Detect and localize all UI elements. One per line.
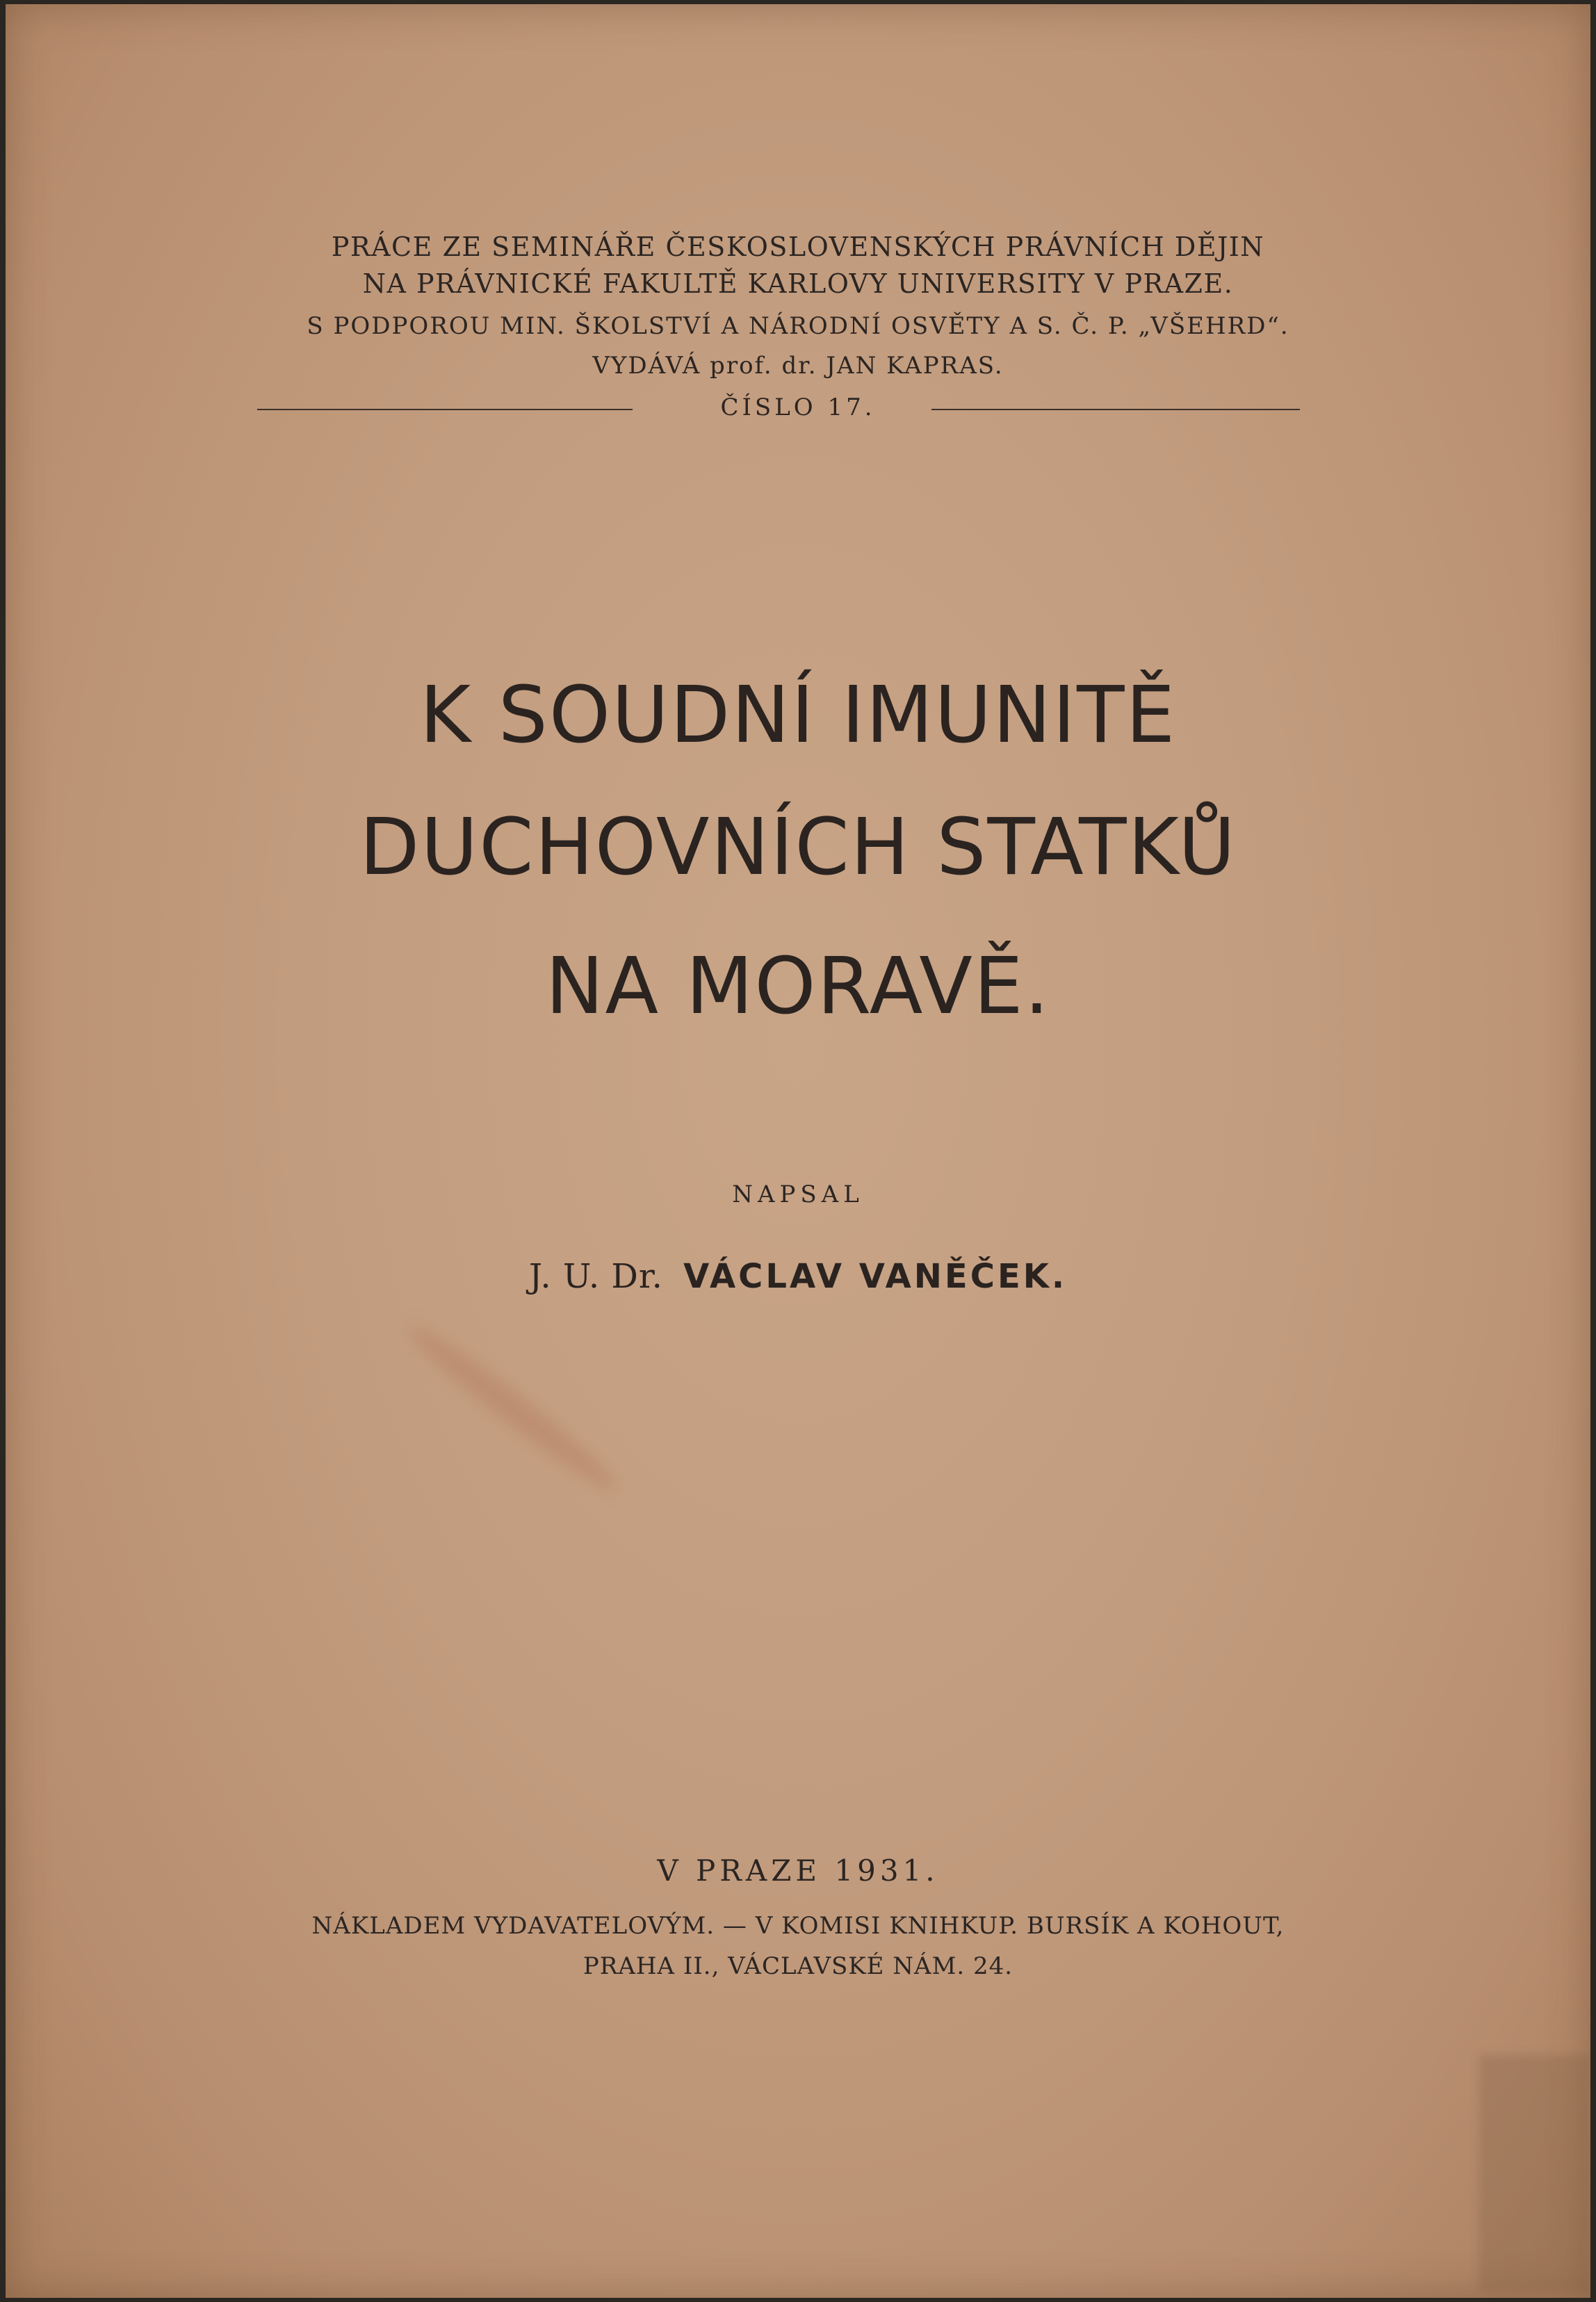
paper-stain xyxy=(400,1316,626,1500)
series-number: ČÍSLO 17. xyxy=(720,394,876,421)
author-degree: J. U. Dr. xyxy=(528,1257,663,1296)
publisher-line-2: PRAHA II., VÁCLAVSKÉ NÁM. 24. xyxy=(583,1952,1013,1980)
author-line xyxy=(6,1257,1590,1296)
title-line-2: DUCHOVNÍCH STATKŮ xyxy=(359,802,1237,893)
series-line-2: NA PRÁVNICKÉ FAKULTĚ KARLOVY UNIVERSITY V PRAZE. xyxy=(362,268,1234,299)
book-cover xyxy=(6,4,1590,2298)
place-and-year: V PRAZE 1931. xyxy=(657,1854,939,1888)
author-name: VÁCLAV VANĚČEK. xyxy=(683,1257,1068,1296)
title-line-3: NA MORAVĚ. xyxy=(545,941,1051,1032)
byline-label: NAPSAL xyxy=(732,1181,864,1208)
paper-edge-wear xyxy=(1479,2055,1590,2292)
title-line-1: K SOUDNÍ IMUNITĚ xyxy=(419,670,1177,761)
series-number-row xyxy=(6,388,1590,430)
series-line-3: S PODPOROU MIN. ŠKOLSTVÍ A NÁRODNÍ OSVĚTY A S. Č. P. „VŠEHRD“. xyxy=(307,312,1289,340)
series-editor-line: VYDÁVÁ prof. dr. JAN KAPRAS. xyxy=(592,352,1004,380)
publisher-line-1: NÁKLADEM VYDAVATELOVÝM. — V KOMISI KNIHKUP. BURSÍK A KOHOUT, xyxy=(311,1912,1285,1940)
series-line-1: PRÁCE ZE SEMINÁŘE ČESKOSLOVENSKÝCH PRÁVNÍCH DĚJIN xyxy=(331,232,1265,262)
divider-right xyxy=(931,409,1300,410)
